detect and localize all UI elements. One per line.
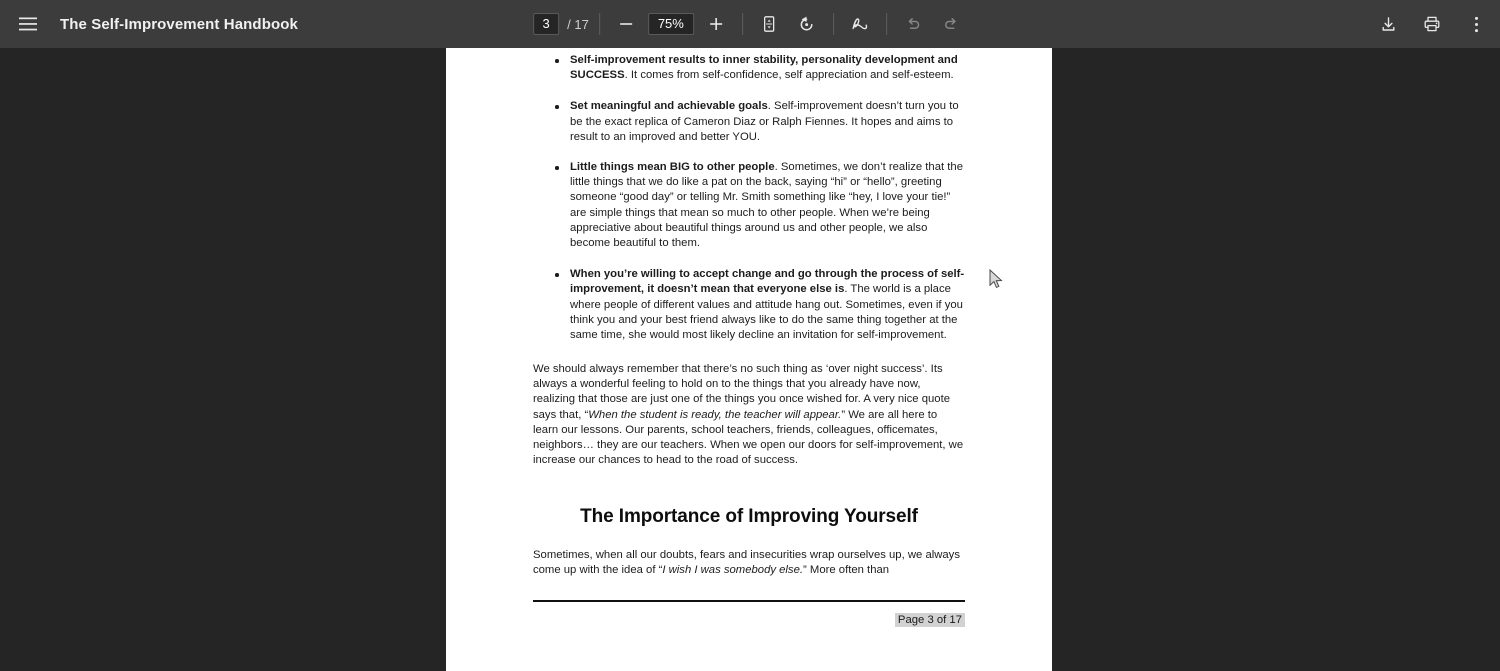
page-footer (533, 613, 965, 627)
page-number-stamp: Page 3 of 17 (895, 613, 965, 627)
page-count-label: / 17 (567, 16, 589, 32)
inline-quote: When the student is ready, the teacher will appear. (588, 408, 842, 421)
paragraph-somebody-else (533, 548, 965, 578)
hamburger-menu-icon[interactable] (12, 8, 44, 40)
toolbar-left-group (0, 8, 298, 40)
download-icon[interactable] (1372, 8, 1404, 40)
footer-rule (533, 600, 965, 602)
list-item (533, 99, 965, 145)
bullet-body-text: . Sometimes, we don’t realize that the little things that we do like a pat on the back, saying “hi” or “hello”, greeting someone “good day” or telling Mr. Smith something like “hey, I love your tie!” are simple things that mean so much to other people. When we’re being appreciative about beautiful things around us and other people, we also become beautiful to them. (570, 161, 963, 250)
paragraph-text: We should always remember that there’s no such thing as ‘over night success’. Its always a wonderful feeling to hold on to the things that you already have now, realizing that those are just one of the things you once wished for. A very nice quote says that, “ (533, 363, 950, 421)
paragraph-text: ” More often than (803, 564, 890, 576)
bullet-lead-text: Self-improvement results to inner stability, personality development and SUCCESS (570, 54, 958, 82)
inline-quote: I wish I was somebody else. (662, 564, 804, 576)
page-number-input[interactable]: 3 (533, 13, 559, 35)
paragraph-overnight-success (533, 362, 965, 468)
list-item (533, 53, 965, 83)
toolbar-center-group (533, 0, 967, 48)
fit-to-page-icon[interactable] (753, 8, 785, 40)
paragraph-text: Sometimes, when all our doubts, fears and insecurities wrap ourselves up, we always come up with the idea of “ (533, 548, 960, 576)
paragraph-text: ” We are all here to learn our lessons. Our parents, school teachers, friends, colleagues, officemates, neighbors… they are our teachers. When we open our doors for self-improvement, we increase our chances to head to the road of success. (533, 408, 964, 466)
more-options-icon[interactable] (1460, 8, 1492, 40)
zoom-level-input[interactable]: 75% (648, 13, 694, 35)
bullet-body-text: . The world is a place where people of different values and attitude hang out. Sometimes, even if you think you and your best friend always like to do the same thing together at the same time, she would most likely decline an invitation for self-improvement. (570, 283, 963, 342)
page-content (533, 48, 965, 671)
pdf-viewer-toolbar (0, 0, 1500, 48)
bullet-lead-text: When you’re willing to accept change and go through the process of self-improvement, it doesn’t mean that everyone else is (570, 268, 965, 296)
section-heading: The Importance of Improving Yourself (580, 505, 918, 527)
ink-annotation-icon[interactable] (844, 8, 876, 40)
bullet-body-text: . Self-improvement doesn’t turn you to be the exact replica of Cameron Diaz or Ralph Fiennes. It hopes and aims to result to an improved and better YOU. (570, 100, 959, 143)
toolbar-divider (599, 13, 600, 35)
bullet-lead-text: Little things mean BIG to other people (570, 161, 775, 174)
toolbar-right-group (1372, 0, 1492, 48)
toolbar-divider (886, 13, 887, 35)
redo-icon[interactable] (935, 8, 967, 40)
bullet-lead-text: Set meaningful and achievable goals (570, 100, 768, 113)
toolbar-divider (833, 13, 834, 35)
document-title: The Self-Improvement Handbook (60, 15, 298, 33)
toolbar-divider (742, 13, 743, 35)
bullet-body-text: . It comes from self-confidence, self appreciation and self-esteem. (624, 69, 954, 82)
pdf-page-3 (446, 48, 1052, 671)
bullet-list (533, 53, 965, 343)
zoom-in-button[interactable] (700, 8, 732, 40)
zoom-out-button[interactable] (610, 8, 642, 40)
pdf-viewer-canvas[interactable] (0, 48, 1500, 671)
list-item (533, 267, 965, 343)
undo-icon[interactable] (897, 8, 929, 40)
list-item (533, 160, 965, 251)
rotate-counterclockwise-icon[interactable] (791, 8, 823, 40)
print-icon[interactable] (1416, 8, 1448, 40)
